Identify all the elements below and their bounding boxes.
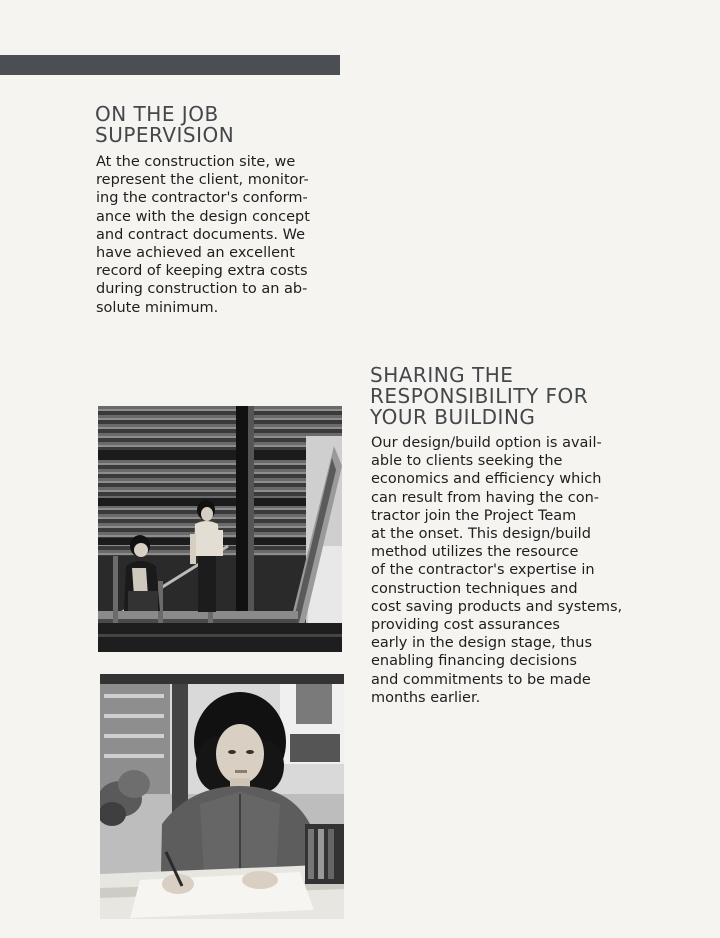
body-line: months earlier. [371,689,481,706]
body-line: construction techniques and [371,580,578,597]
body-line: ance with the design concept [96,208,310,225]
body-line: during construction to an ab- [96,281,308,298]
section-body-supervision [96,153,356,317]
heading-line: SUPERVISION [95,123,235,147]
body-line: represent the client, monitor- [96,172,309,189]
section-heading-on-the-job-supervision [95,104,234,146]
body-line: early in the design stage, thus [371,635,593,652]
body-line: record of keeping extra costs [96,263,308,280]
body-line: providing cost assurances [371,617,560,634]
body-line: can result from having the con- [371,489,599,506]
construction-site-photo [98,406,342,652]
heading-line: SHARING THE [370,363,514,387]
heading-line: YOUR BUILDING [370,405,536,429]
body-line: ing the contractor's conform- [96,190,308,207]
body-line: method utilizes the resource [371,544,579,561]
body-line: economics and efficiency which [371,471,602,488]
woman-drafting-photo [100,674,344,919]
body-line: able to clients seeking the [371,453,563,470]
section-body-design-build [371,434,631,707]
body-line: have achieved an excellent [96,245,295,262]
body-line: solute minimum. [96,299,219,316]
body-line: and contract documents. We [96,226,306,243]
top-divider-bar [0,55,340,75]
body-line: and commitments to be made [371,671,591,688]
body-line: tractor join the Project Team [371,507,577,524]
body-line: Our design/build option is avail- [371,435,602,451]
body-line: of the contractor's expertise in [371,562,595,579]
body-line: cost saving products and systems, [371,598,623,615]
heading-line: ON THE JOB [95,102,219,126]
section-heading-sharing-responsibility [370,365,588,428]
heading-line: RESPONSIBILITY FOR [370,384,589,408]
body-line: enabling financing decisions [371,653,577,670]
body-line: at the onset. This design/build [371,526,591,543]
body-line: At the construction site, we [96,154,296,170]
